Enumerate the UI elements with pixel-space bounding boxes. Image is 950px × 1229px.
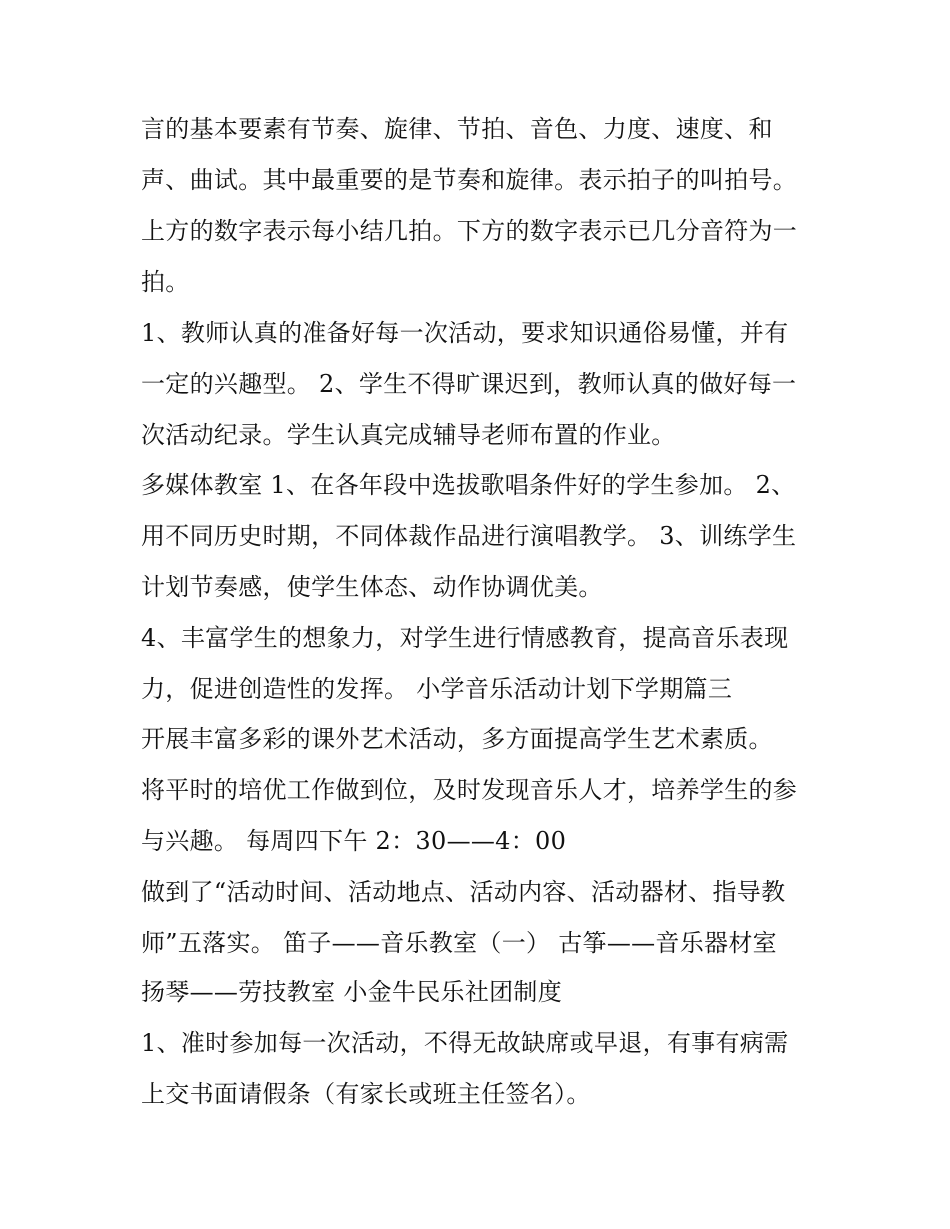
text-line-2: 声、曲试。其中最重要的是节奏和旋律。表示拍子的叫拍号。 [141,166,798,194]
text-line-1: 言的基本要素有节奏、旋律、节拍、音色、力度、速度、和 [141,115,773,143]
text-line-4: 拍。 [141,268,190,296]
text-line-11: 4、丰富学生的想象力，对学生进行情感教育，提高音乐表现 [141,624,789,652]
text-line-7: 次活动纪录。学生认真完成辅导老师布置的作业。 [141,421,676,449]
text-line-5: 1、教师认真的准备好每一次活动，要求知识通俗易懂，并有 [141,319,789,347]
text-line-6: 一定的兴趣型。 2、学生不得旷课迟到，教师认真的做好每一 [141,370,797,398]
text-line-13: 开展丰富多彩的课外艺术活动，多方面提高学生艺术素质。 [141,725,773,753]
text-line-14: 将平时的培优工作做到位，及时发现音乐人才，培养学生的参 [141,776,798,804]
text-line-20: 上交书面请假条（有家长或班主任签名）。 [141,1080,591,1108]
text-line-18: 扬琴——劳技教室 小金牛民乐社团制度 [141,978,563,1006]
text-line-15: 与兴趣。 每周四下午 2：30——4：00 [141,827,567,855]
text-line-10: 计划节奏感，使学生体态、动作协调优美。 [141,573,603,601]
text-line-8: 多媒体教室 1、在各年段中选拔歌唱条件好的学生参加。 2、 [141,471,796,499]
text-line-17: 师”五落实。 笛子——音乐教室（一） 古筝——音乐器材室 [141,929,777,957]
text-line-12: 力，促进创造性的发挥。 小学音乐活动计划下学期篇三 [141,675,733,703]
text-line-9: 用不同历史时期，不同体裁作品进行演唱教学。 3、训练学生 [141,522,797,550]
text-line-19: 1、准时参加每一次活动，不得无故缺席或早退，有事有病需 [141,1029,789,1057]
text-line-3: 上方的数字表示每小结几拍。下方的数字表示已几分音符为一 [141,217,798,245]
text-line-16: 做到了“活动时间、活动地点、活动内容、活动器材、指导教 [141,878,786,906]
